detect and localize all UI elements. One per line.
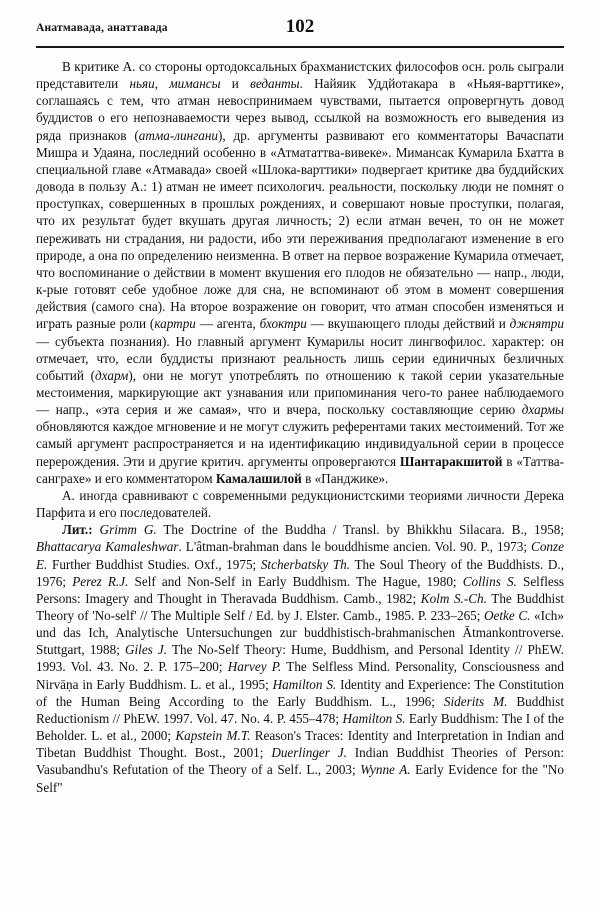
page-body <box>36 58 564 894</box>
body-paragraph-2: А. иногда сравнивают с современными редукционистскими теориями личности Дерека Парфита и его последователей. <box>36 487 564 521</box>
header-divider <box>36 46 564 48</box>
literature-references: Лит.: Grimm G. The Doctrine of the Buddha / Transl. by Bhikkhu Silacara. B., 1958; Bhattacarya Kamaleshwar. L'âtman-brahman dans le bouddhisme ancien. Vol. 90. P., 1973; Conze E. Further Buddhist Studies. Oxf., 1975; Stcherbatsky Th. The Soul Theory of the Buddhists. D., 1976; Perez R.J. Self and Non-Self in Early Buddhism. The Hague, 1980; Collins S. Selfless Persons: Imagery and Thought in Theravada Buddhism. Camb., 1982; Kolm S.-Ch. The Buddhist Theory of 'No-self' // The Multiple Self / Ed. by J. Elster. Camb., 1985. P. 233–265; Oetke C. «Ich» und das Ich, Analytische Untersuchungen zur buddhistisch-brahmanischen Ātmankontroverse. Stuttgart, 1988; Giles J. The No-Self Theory: Hume, Buddhism, and Personal Identity // PhEW. 1993. Vol. 43. No. 2. P. 175–200; Harvey P. The Selfless Mind. Personality, Consciousness and Nirvāṇa in Early Buddhism. L. et al., 1995; Hamilton S. Identity and Experience: The Constitution of the Human Being According to the Early Buddhism. L., 1996; Siderits M. Buddhist Reductionism // PhEW. 1997. Vol. 47. No. 4. P. 455–478; Hamilton S. Early Buddhism: The I of the Beholder. L. et al., 2000; Kapstein M.T. Reason's Traces: Identity and Interpretation in Indian and Tibetan Buddhist Thought. Bost., 2001; Duerlinger J. Indian Buddhist Theories of Person: Vasubandhu's Refutation of the Theory of a Self. L., 2003; Wynne A. Early Evidence for the "No Self" <box>36 522 565 795</box>
page-header <box>36 16 564 48</box>
page-number: 102 <box>285 16 315 37</box>
body-paragraph-1: В критике А. со стороны ортодоксальных брахманистских философов осн. роль сыграли представители ньяи, мимансы и веданты. Найяик Уддйотакара в «Ньяя-варттике», соглашаясь с тем, что атман невоспринимаем чувствами, пытается опровергнуть довод буддистов о его непознаваемости через вывод, ссылкой на возможность его выведения из ряда признаков (атма-лингани), др. аргументы развивают его комментаторы Вачаспати Мишра и Удаяна, последний особенно в «Атмататтва-вивеке». Мимансак Кумарила Бхатта в специальной главе «Атмавада» своей «Шлока-варттики» подвергает критике два буддийских довода в пользу А.: 1) атман не имеет психологич. реальности, поскольку люди не помнят о проступках, совершенных в прошлых рождениях, и совершают новые проступки, полагая, что их результат будет вкушать другая личность; 2) если атман вечен, то он не может переживать ни страдания, ни радости, ибо эти переживания предполагают изменение в его природе, а она по определению неизменна. В ответ на первое возражение Кумарила отмечает, что воспоминание о действии в момент вкушения его плодов не обязательно — напр., люди, к-рые готовят себе удобное ложе для сна, не вспоминают об этом в момент совершения действия (самого сна). На второе возражение он говорит, что атман способен изменяться и играть разные роли (картри — агента, бхоктри — вкушающего плоды действий и джняmpu — субъекта познания). Но главный аргумент Кумарилы носит лингвофилос. характер: он отмечает, что, если буддисты признают реальность лишь серии единичных безличных событий (дхарм), они не могут употреблять по отношению к такой серии указательные местоимения, маркирующие акт узнавания или припоминания чего-то ранее наблюдаемого — напр., «эта серия и же самая», что и вчера, поскольку составляющие серию дхармы обновляются каждое мгновение и не могут служить референтами таких местоимений. Тот же самый аргумент распространяется и на идентификацию индивидуальной серии в процессе перерождения. Эти и другие критич. аргументы опровергаются Шантаракшитой в «Таттва-санграхе» и его комментатором Камалашилой в «Панджике». <box>36 59 565 486</box>
running-head-title: Анатмавада, анаттавада <box>36 22 168 34</box>
